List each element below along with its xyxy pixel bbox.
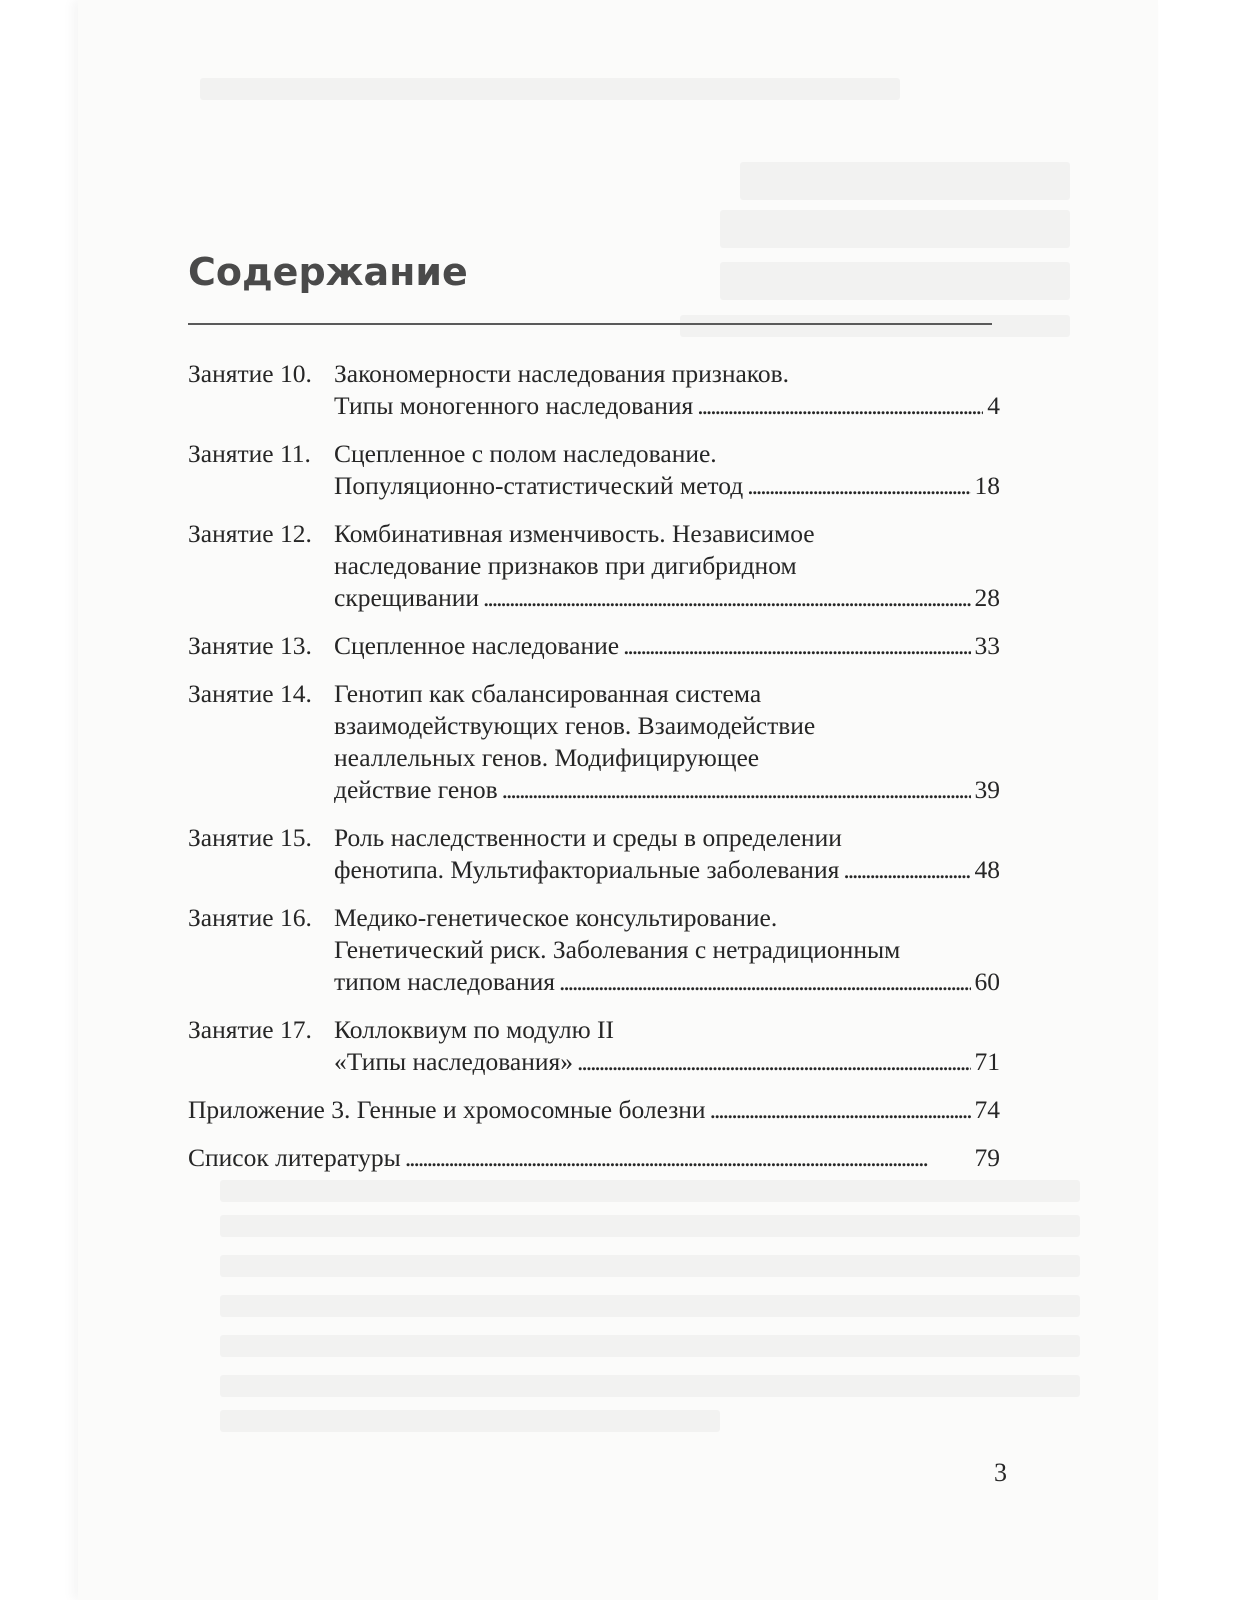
heading-rule <box>188 323 992 325</box>
toc-entry-line <box>188 438 1000 470</box>
toc-entry-line <box>188 678 1000 710</box>
dot-leader <box>843 854 970 886</box>
toc-entry-label: Занятие 10. <box>188 359 312 388</box>
toc-entry-title: Сцепленное с полом наследование. <box>334 439 717 468</box>
toc-entry-label: Занятие 15. <box>188 823 312 852</box>
toc-entry-line <box>188 1094 1000 1126</box>
toc-entry-title: фенотипа. Мультифакториальные заболевания <box>334 855 840 884</box>
toc-entry <box>188 902 1000 998</box>
toc-entry <box>188 1094 1000 1126</box>
toc-entry-indent <box>188 854 334 886</box>
toc-entry <box>188 518 1000 614</box>
toc-entry-indent <box>188 582 334 614</box>
contents-heading: Содержание <box>188 250 468 294</box>
toc-entry-title: Комбинативная изменчивость. Независимое <box>334 519 815 548</box>
toc-entry-line <box>188 934 1000 966</box>
toc-entry-title: наследование признаков при дигибридном <box>334 551 797 580</box>
toc-entry-label: Занятие 12. <box>188 519 312 548</box>
page-number: 3 <box>994 1458 1007 1487</box>
toc-entry-title: Медико-генетическое консультирование. <box>334 903 778 932</box>
toc-entry-indent <box>188 1046 334 1078</box>
toc-entry-line <box>188 518 1000 550</box>
toc-entry-title: Популяционно-статистический метод <box>334 471 744 500</box>
toc-entry-page: 71 <box>974 1047 1000 1076</box>
toc-entry-indent <box>188 934 334 966</box>
dot-leader <box>577 1046 970 1078</box>
toc-entry <box>188 822 1000 886</box>
toc-entry-indent <box>188 742 334 774</box>
toc-entry-label: Занятие 16. <box>188 903 312 932</box>
toc-entry-line <box>188 902 1000 934</box>
toc-entry-page: 60 <box>974 967 1000 996</box>
toc-entry-title: взаимодействующих генов. Взаимодействие <box>334 711 816 740</box>
toc-entry-title: Список литературы <box>188 1143 401 1172</box>
toc-entry-page: 79 <box>974 1143 1000 1172</box>
toc-entry-label: Занятие 14. <box>188 679 312 708</box>
toc-entry-title: Сцепленное наследование <box>334 631 620 660</box>
toc-entry-line <box>188 582 1000 614</box>
toc-entry-line <box>188 1046 1000 1078</box>
toc-entry <box>188 358 1000 422</box>
toc-entry-page: 18 <box>974 471 1000 500</box>
toc-entry-page: 74 <box>974 1095 1000 1124</box>
toc-entry-indent <box>188 710 334 742</box>
dot-leader <box>483 582 970 614</box>
dot-leader <box>559 966 971 998</box>
toc-entry-line <box>188 1014 1000 1046</box>
toc-entry-line <box>188 630 1000 662</box>
toc-entry <box>188 1014 1000 1078</box>
toc-entry-label: Занятие 17. <box>188 1015 312 1044</box>
toc-entry-page: 4 <box>987 391 1000 420</box>
toc-entry-line <box>188 470 1000 502</box>
toc-entry-title: Приложение 3. Генные и хромосомные болезни <box>188 1095 706 1124</box>
toc-entry-line <box>188 710 1000 742</box>
toc-entry <box>188 1142 1000 1174</box>
toc-entry-line <box>188 742 1000 774</box>
toc-entry-page: 48 <box>974 855 1000 884</box>
toc-entry-title: Генетический риск. Заболевания с нетрадиционным <box>334 935 901 964</box>
toc-entry-label: Занятие 13. <box>188 631 312 660</box>
toc-entry-title: «Типы наследования» <box>334 1047 574 1076</box>
toc-entry-line <box>188 822 1000 854</box>
toc-entry-title: Закономерности наследования признаков. <box>334 359 790 388</box>
dot-leader <box>405 1142 971 1174</box>
toc-entry-indent <box>188 774 334 806</box>
toc-entry-indent <box>188 966 334 998</box>
toc-entry-line <box>188 358 1000 390</box>
toc-entry-line <box>188 1142 1000 1174</box>
toc-entry <box>188 678 1000 806</box>
toc-entry-page: 28 <box>974 583 1000 612</box>
table-of-contents <box>188 358 1000 1190</box>
toc-entry-line <box>188 774 1000 806</box>
toc-entry-title: Типы моногенного наследования <box>334 391 694 420</box>
toc-entry-page: 39 <box>974 775 1000 804</box>
toc-entry-line <box>188 966 1000 998</box>
toc-entry-title: Коллоквиум по модулю II <box>334 1015 615 1044</box>
toc-entry-title: скрещивании <box>334 583 480 612</box>
dot-leader <box>623 630 970 662</box>
toc-entry-page: 33 <box>974 631 1000 660</box>
toc-entry-indent <box>188 390 334 422</box>
toc-entry-title: типом наследования <box>334 967 555 996</box>
toc-entry-title: Роль наследственности и среды в определении <box>334 823 842 852</box>
toc-entry-title: неаллельных генов. Модифицирующее <box>334 743 760 772</box>
toc-entry <box>188 630 1000 662</box>
dot-leader <box>710 1094 971 1126</box>
toc-entry-label: Занятие 11. <box>188 439 311 468</box>
toc-entry-line <box>188 854 1000 886</box>
dot-leader <box>747 470 970 502</box>
toc-entry-indent <box>188 470 334 502</box>
toc-entry-title: Генотип как сбалансированная система <box>334 679 762 708</box>
dot-leader <box>502 774 971 806</box>
toc-entry-line <box>188 550 1000 582</box>
toc-entry-title: действие генов <box>334 775 498 804</box>
dot-leader <box>697 390 983 422</box>
toc-entry-indent <box>188 550 334 582</box>
toc-entry-line <box>188 390 1000 422</box>
toc-entry <box>188 438 1000 502</box>
